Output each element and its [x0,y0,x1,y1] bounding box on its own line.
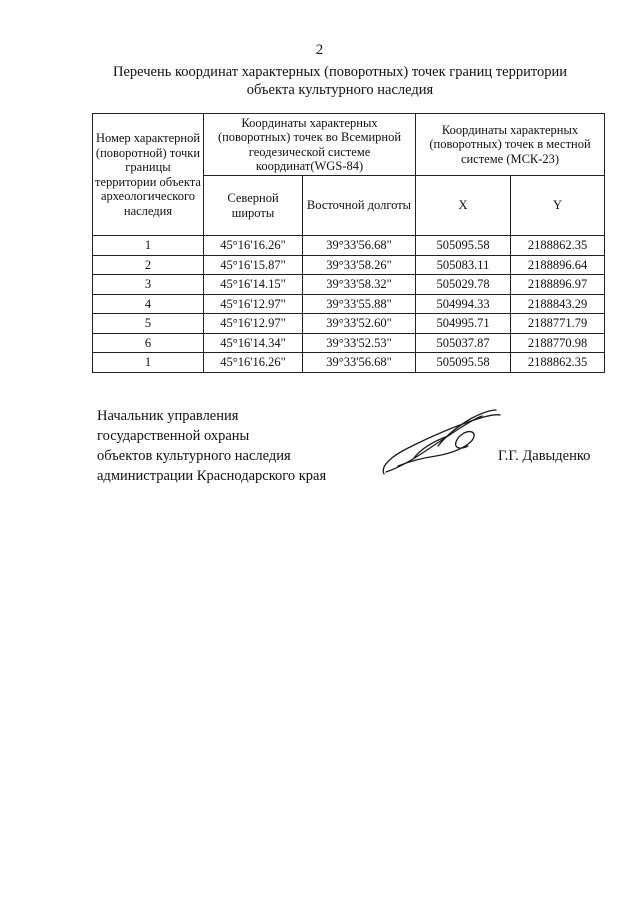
table-row [93,314,605,334]
cell-point: 1 [93,236,204,256]
cell-y: 2188862.35 [511,236,605,256]
cell-y: 2188896.97 [511,275,605,295]
cell-point: 3 [93,275,204,295]
signatory-position [97,406,326,486]
cell-y: 2188862.35 [511,353,605,373]
cell-east: 39°33'56.68" [303,353,416,373]
cell-x: 505095.58 [416,236,511,256]
cell-x: 505037.87 [416,333,511,353]
cell-north: 45°16'12.97" [204,314,303,334]
cell-y: 2188896.64 [511,255,605,275]
table-row [93,275,605,295]
table-row [93,255,605,275]
cell-y: 2188843.29 [511,294,605,314]
cell-north: 45°16'12.97" [204,294,303,314]
cell-east: 39°33'52.53" [303,333,416,353]
cell-north: 45°16'14.34" [204,333,303,353]
cell-east: 39°33'52.60" [303,314,416,334]
cell-x: 505083.11 [416,255,511,275]
cell-east: 39°33'58.26" [303,255,416,275]
document-title [80,63,600,99]
cell-x: 504994.33 [416,294,511,314]
header-north-latitude: Северной широты [204,176,303,236]
header-east-longitude: Восточной долготы [303,176,416,236]
cell-x: 505095.58 [416,353,511,373]
table-row [93,236,605,256]
title-line-1: Перечень координат характерных (поворотных) точек границ территории [112,64,568,80]
cell-point: 4 [93,294,204,314]
page-number: 2 [315,42,324,58]
cell-point: 6 [93,333,204,353]
handwritten-signature [378,406,508,481]
table-row [93,353,605,373]
cell-point: 2 [93,255,204,275]
cell-north: 45°16'14.15" [204,275,303,295]
cell-y: 2188771.79 [511,314,605,334]
cell-y: 2188770.98 [511,333,605,353]
cell-x: 504995.71 [416,314,511,334]
table-row [93,294,605,314]
header-msk23-group: Координаты характерных (поворотных) точек в местной системе (МСК-23) [416,114,605,176]
header-x: X [416,176,511,236]
cell-north: 45°16'16.26" [204,353,303,373]
cell-east: 39°33'56.68" [303,236,416,256]
table-row [93,333,605,353]
header-point-number: Номер характерной (поворотной) точки границы территории объекта археологического наследия [93,114,204,236]
cell-point: 1 [93,353,204,373]
coordinates-table [92,113,605,373]
signatory-name: Г.Г. Давыденко [498,448,591,464]
header-wgs84-group: Координаты характерных (поворотных) точек во Всемирной геодезической системе координат(WGS-84) [204,114,416,176]
title-line-2: объекта культурного наследия [246,82,434,98]
cell-point: 5 [93,314,204,334]
cell-north: 45°16'16.26" [204,236,303,256]
cell-north: 45°16'15.87" [204,255,303,275]
cell-east: 39°33'58.32" [303,275,416,295]
cell-x: 505029.78 [416,275,511,295]
position-line-4: администрации Краснодарского края [97,468,327,484]
position-line-3: объектов культурного наследия [97,448,291,464]
position-line-2: государственной охраны [97,428,250,444]
header-y: Y [511,176,605,236]
position-line-1: Начальник управления [97,408,239,424]
cell-east: 39°33'55.88" [303,294,416,314]
